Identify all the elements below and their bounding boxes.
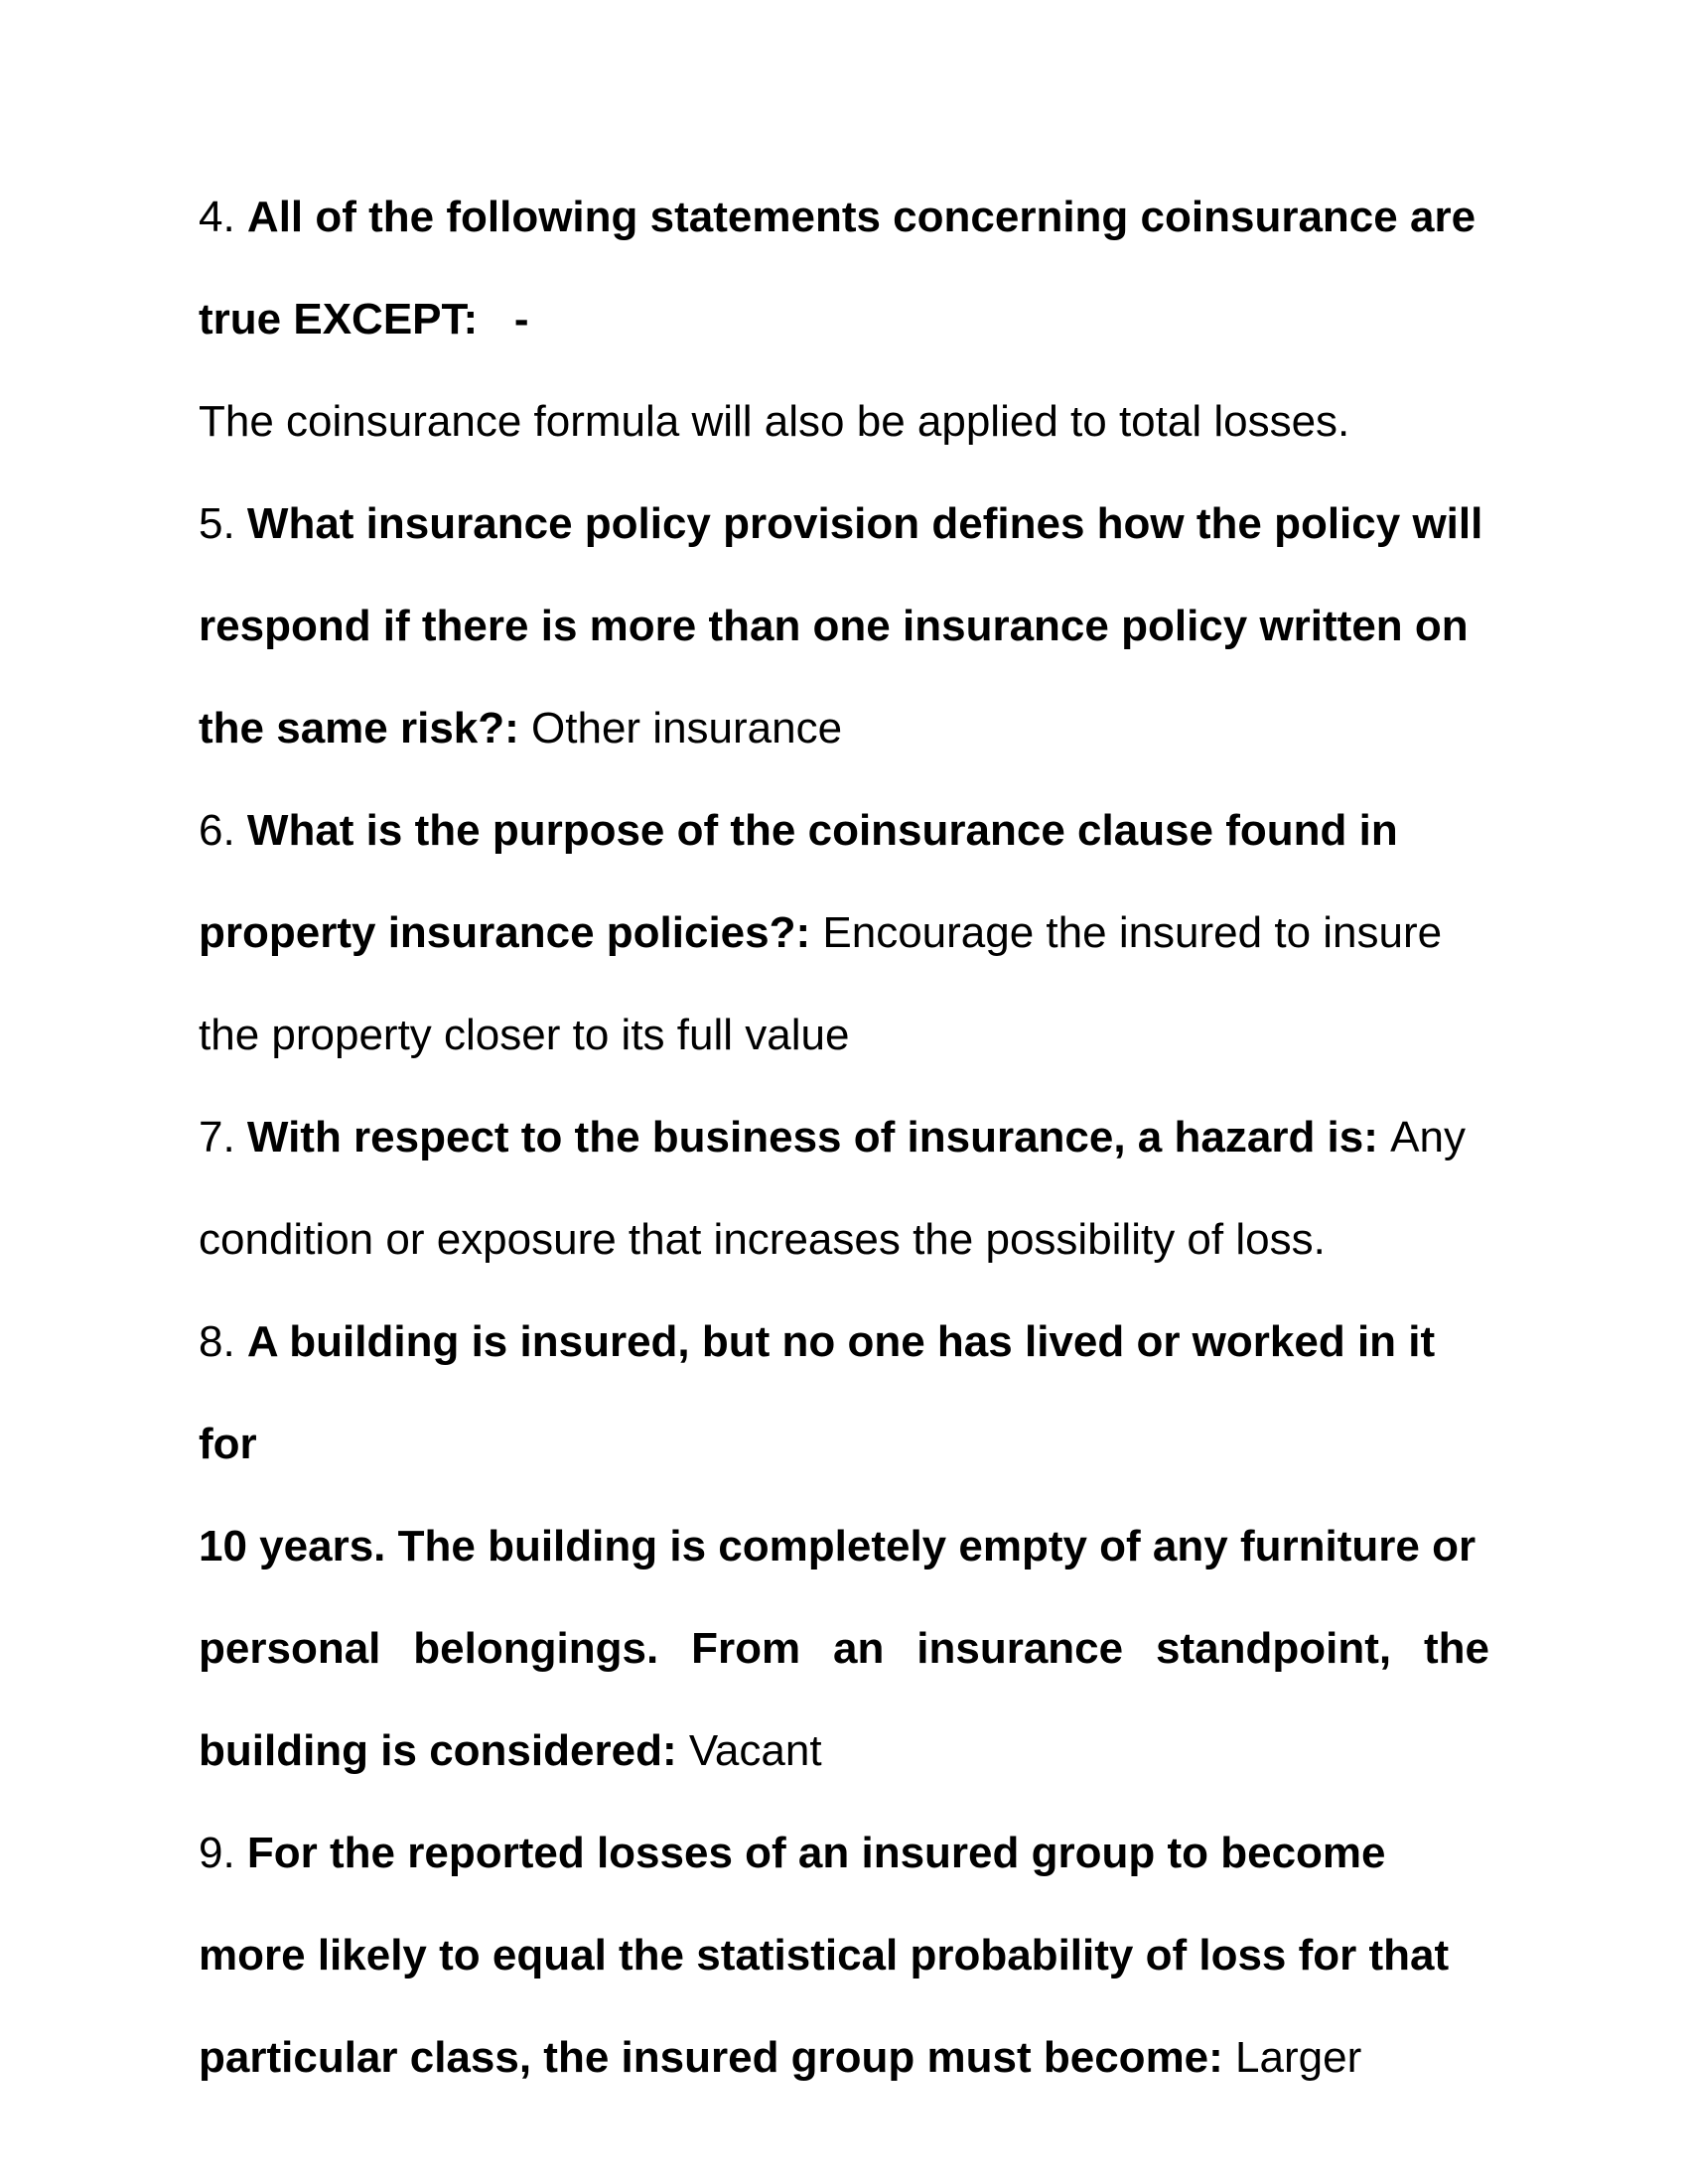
answer-text-segment: the property closer to its full value xyxy=(199,1011,850,1059)
text-line-q6 xyxy=(199,984,1489,1086)
text-line-q5 xyxy=(199,677,1489,779)
answer-text-segment: 8. xyxy=(199,1317,247,1366)
text-line-q9 xyxy=(199,1802,1489,1904)
question-text-segment: true EXCEPT: xyxy=(199,295,514,343)
answer-text-segment: 7. xyxy=(199,1113,247,1161)
answer-text-segment: Larger xyxy=(1235,2033,1362,2082)
question-text-segment: respond if there is more than one insurance policy written on xyxy=(199,602,1469,650)
question-text-segment: What insurance policy provision defines how the policy will xyxy=(246,499,1483,548)
question-text-segment: A building is insured, but no one has lived or worked in it for xyxy=(199,1317,1448,1468)
text-line-q9 xyxy=(199,2006,1489,2109)
text-line-q8 xyxy=(199,1597,1489,1700)
question-text-segment: particular class, the insured group must become: xyxy=(199,2033,1236,2082)
text-line-q8 xyxy=(199,1700,1489,1802)
text-line-q9 xyxy=(199,1904,1489,2006)
question-text-segment: For the reported losses of an insured group to become xyxy=(246,1829,1386,1877)
text-line-q7 xyxy=(199,1086,1489,1188)
answer-text-segment: 4. xyxy=(199,193,247,241)
text-line-q8 xyxy=(199,1291,1489,1495)
text-line-q5 xyxy=(199,575,1489,677)
text-line-q5 xyxy=(199,473,1489,575)
answer-text-segment: Encourage the insured to insure xyxy=(822,908,1443,957)
text-line-q6 xyxy=(199,779,1489,882)
answer-text-segment: Other insurance xyxy=(531,704,843,752)
answer-text-segment: Vacant xyxy=(688,1726,822,1775)
text-line-q4 xyxy=(199,166,1489,268)
answer-text-segment: 5. xyxy=(199,499,247,548)
answer-text-segment: 6. xyxy=(199,806,247,855)
question-text-segment: the same risk?: xyxy=(199,704,532,752)
question-text-segment: 10 years. The building is completely empty of any furniture or xyxy=(199,1522,1477,1570)
answer-text-segment: 9. xyxy=(199,1829,247,1877)
text-block xyxy=(199,166,1489,2109)
question-text-segment: building is considered: xyxy=(199,1726,689,1775)
question-text-segment: personal belongings. From an insurance standpoint, the xyxy=(199,1624,1489,1673)
question-text-segment: With respect to the business of insurance, a hazard is: xyxy=(246,1113,1391,1161)
question-text-segment: more likely to equal the statistical probability of loss for that xyxy=(199,1931,1450,1979)
text-line-q4 xyxy=(199,268,1489,370)
question-text-segment: All of the following statements concerning coinsurance are xyxy=(246,193,1477,241)
question-text-segment: What is the purpose of the coinsurance clause found in xyxy=(246,806,1398,855)
question-text-segment: - xyxy=(513,295,529,343)
text-line-q6 xyxy=(199,882,1489,984)
answer-text-segment: The coinsurance formula will also be applied to total losses. xyxy=(199,397,1350,446)
answer-text-segment: condition or exposure that increases the possibility of loss. xyxy=(199,1215,1326,1264)
text-line-q7 xyxy=(199,1188,1489,1291)
text-line-q4 xyxy=(199,370,1489,473)
answer-text-segment: Any xyxy=(1390,1113,1466,1161)
question-text-segment: property insurance policies?: xyxy=(199,908,823,957)
text-line-q8 xyxy=(199,1495,1489,1597)
